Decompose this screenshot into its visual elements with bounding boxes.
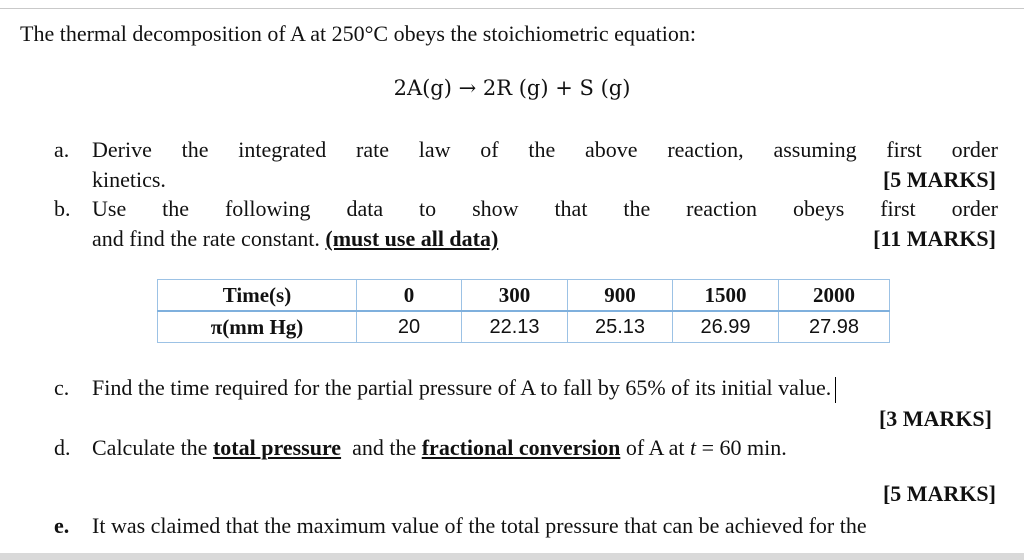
total-pressure-emphasis: total pressure	[212, 435, 342, 460]
word: following	[224, 196, 311, 221]
word: that	[554, 196, 588, 221]
pressure-cell: 27.98	[779, 311, 890, 343]
item-b-label: b.	[54, 196, 71, 221]
pressure-cell: 26.99	[673, 311, 779, 343]
word: show	[472, 196, 519, 221]
item-b-line2-text: and find the rate constant.	[92, 226, 326, 251]
word: assuming	[773, 137, 857, 162]
word: above	[585, 137, 638, 162]
word: law	[418, 137, 451, 162]
word: order	[951, 196, 998, 221]
word: the	[528, 137, 556, 162]
item-c-text	[92, 374, 836, 403]
data-table	[157, 279, 890, 343]
pressure-cell: 25.13	[568, 311, 673, 343]
word: the	[162, 196, 190, 221]
stoichiometric-equation: 2A(g) → 2R (g) + S (g)	[393, 76, 631, 100]
intro-text: The thermal decomposition of A at 250°C obeys the stoichiometric equation:	[20, 21, 696, 46]
word: reaction,	[667, 137, 744, 162]
word: obeys	[792, 196, 845, 221]
word: Derive	[92, 137, 152, 162]
word: the	[181, 137, 209, 162]
time-cell: 900	[568, 280, 673, 312]
time-cell: 1500	[673, 280, 779, 312]
item-d-label: d.	[54, 435, 71, 460]
word: to	[419, 196, 437, 221]
item-c-label: c.	[54, 375, 70, 400]
time-header: Time(s)	[158, 280, 357, 312]
item-d-post: of A at	[620, 435, 690, 460]
time-cell: 0	[357, 280, 462, 312]
item-a-line1	[92, 136, 998, 164]
word: data	[346, 196, 384, 221]
bottom-divider	[0, 553, 1024, 560]
item-b-line2	[92, 225, 498, 253]
table-row-pressure	[158, 311, 890, 343]
item-e-text: It was claimed that the maximum value of the total pressure that can be achieved for the	[92, 513, 867, 538]
item-c-sentence: Find the time required for the partial pressure of A to fall by 65% of its initial value.	[92, 375, 832, 400]
item-a-line2: kinetics.	[92, 167, 166, 192]
word: first	[886, 137, 922, 162]
item-d-value: = 60 min.	[696, 435, 787, 460]
text-cursor	[835, 377, 836, 403]
word: order	[951, 137, 998, 162]
item-b-marks: [11 MARKS]	[873, 226, 996, 251]
pressure-cell: 22.13	[462, 311, 568, 343]
item-d-marks: [5 MARKS]	[882, 481, 996, 506]
table-row-time	[158, 280, 890, 312]
top-divider	[0, 8, 1024, 9]
pressure-header: π(mm Hg)	[158, 311, 357, 343]
word: reaction	[686, 196, 758, 221]
item-c-marks: [3 MARKS]	[878, 406, 992, 431]
word: of	[480, 137, 499, 162]
word: the	[623, 196, 651, 221]
word: rate	[356, 137, 389, 162]
item-d-mid: and the	[341, 435, 422, 460]
pressure-cell: 20	[357, 311, 462, 343]
item-e-label: e.	[54, 513, 70, 538]
item-d-text	[92, 434, 787, 462]
word: Use	[92, 196, 127, 221]
must-use-all-data-emphasis: (must use all data)	[325, 226, 499, 251]
item-a-label: a.	[54, 137, 70, 162]
word: first	[880, 196, 916, 221]
time-variable: t	[690, 435, 697, 460]
time-cell: 2000	[779, 280, 890, 312]
fractional-conversion-emphasis: fractional conversion	[421, 435, 621, 460]
time-cell: 300	[462, 280, 568, 312]
item-a-marks: [5 MARKS]	[882, 167, 996, 192]
item-b-line1	[92, 195, 998, 223]
item-d-pre: Calculate the	[92, 435, 213, 460]
word: integrated	[238, 137, 327, 162]
